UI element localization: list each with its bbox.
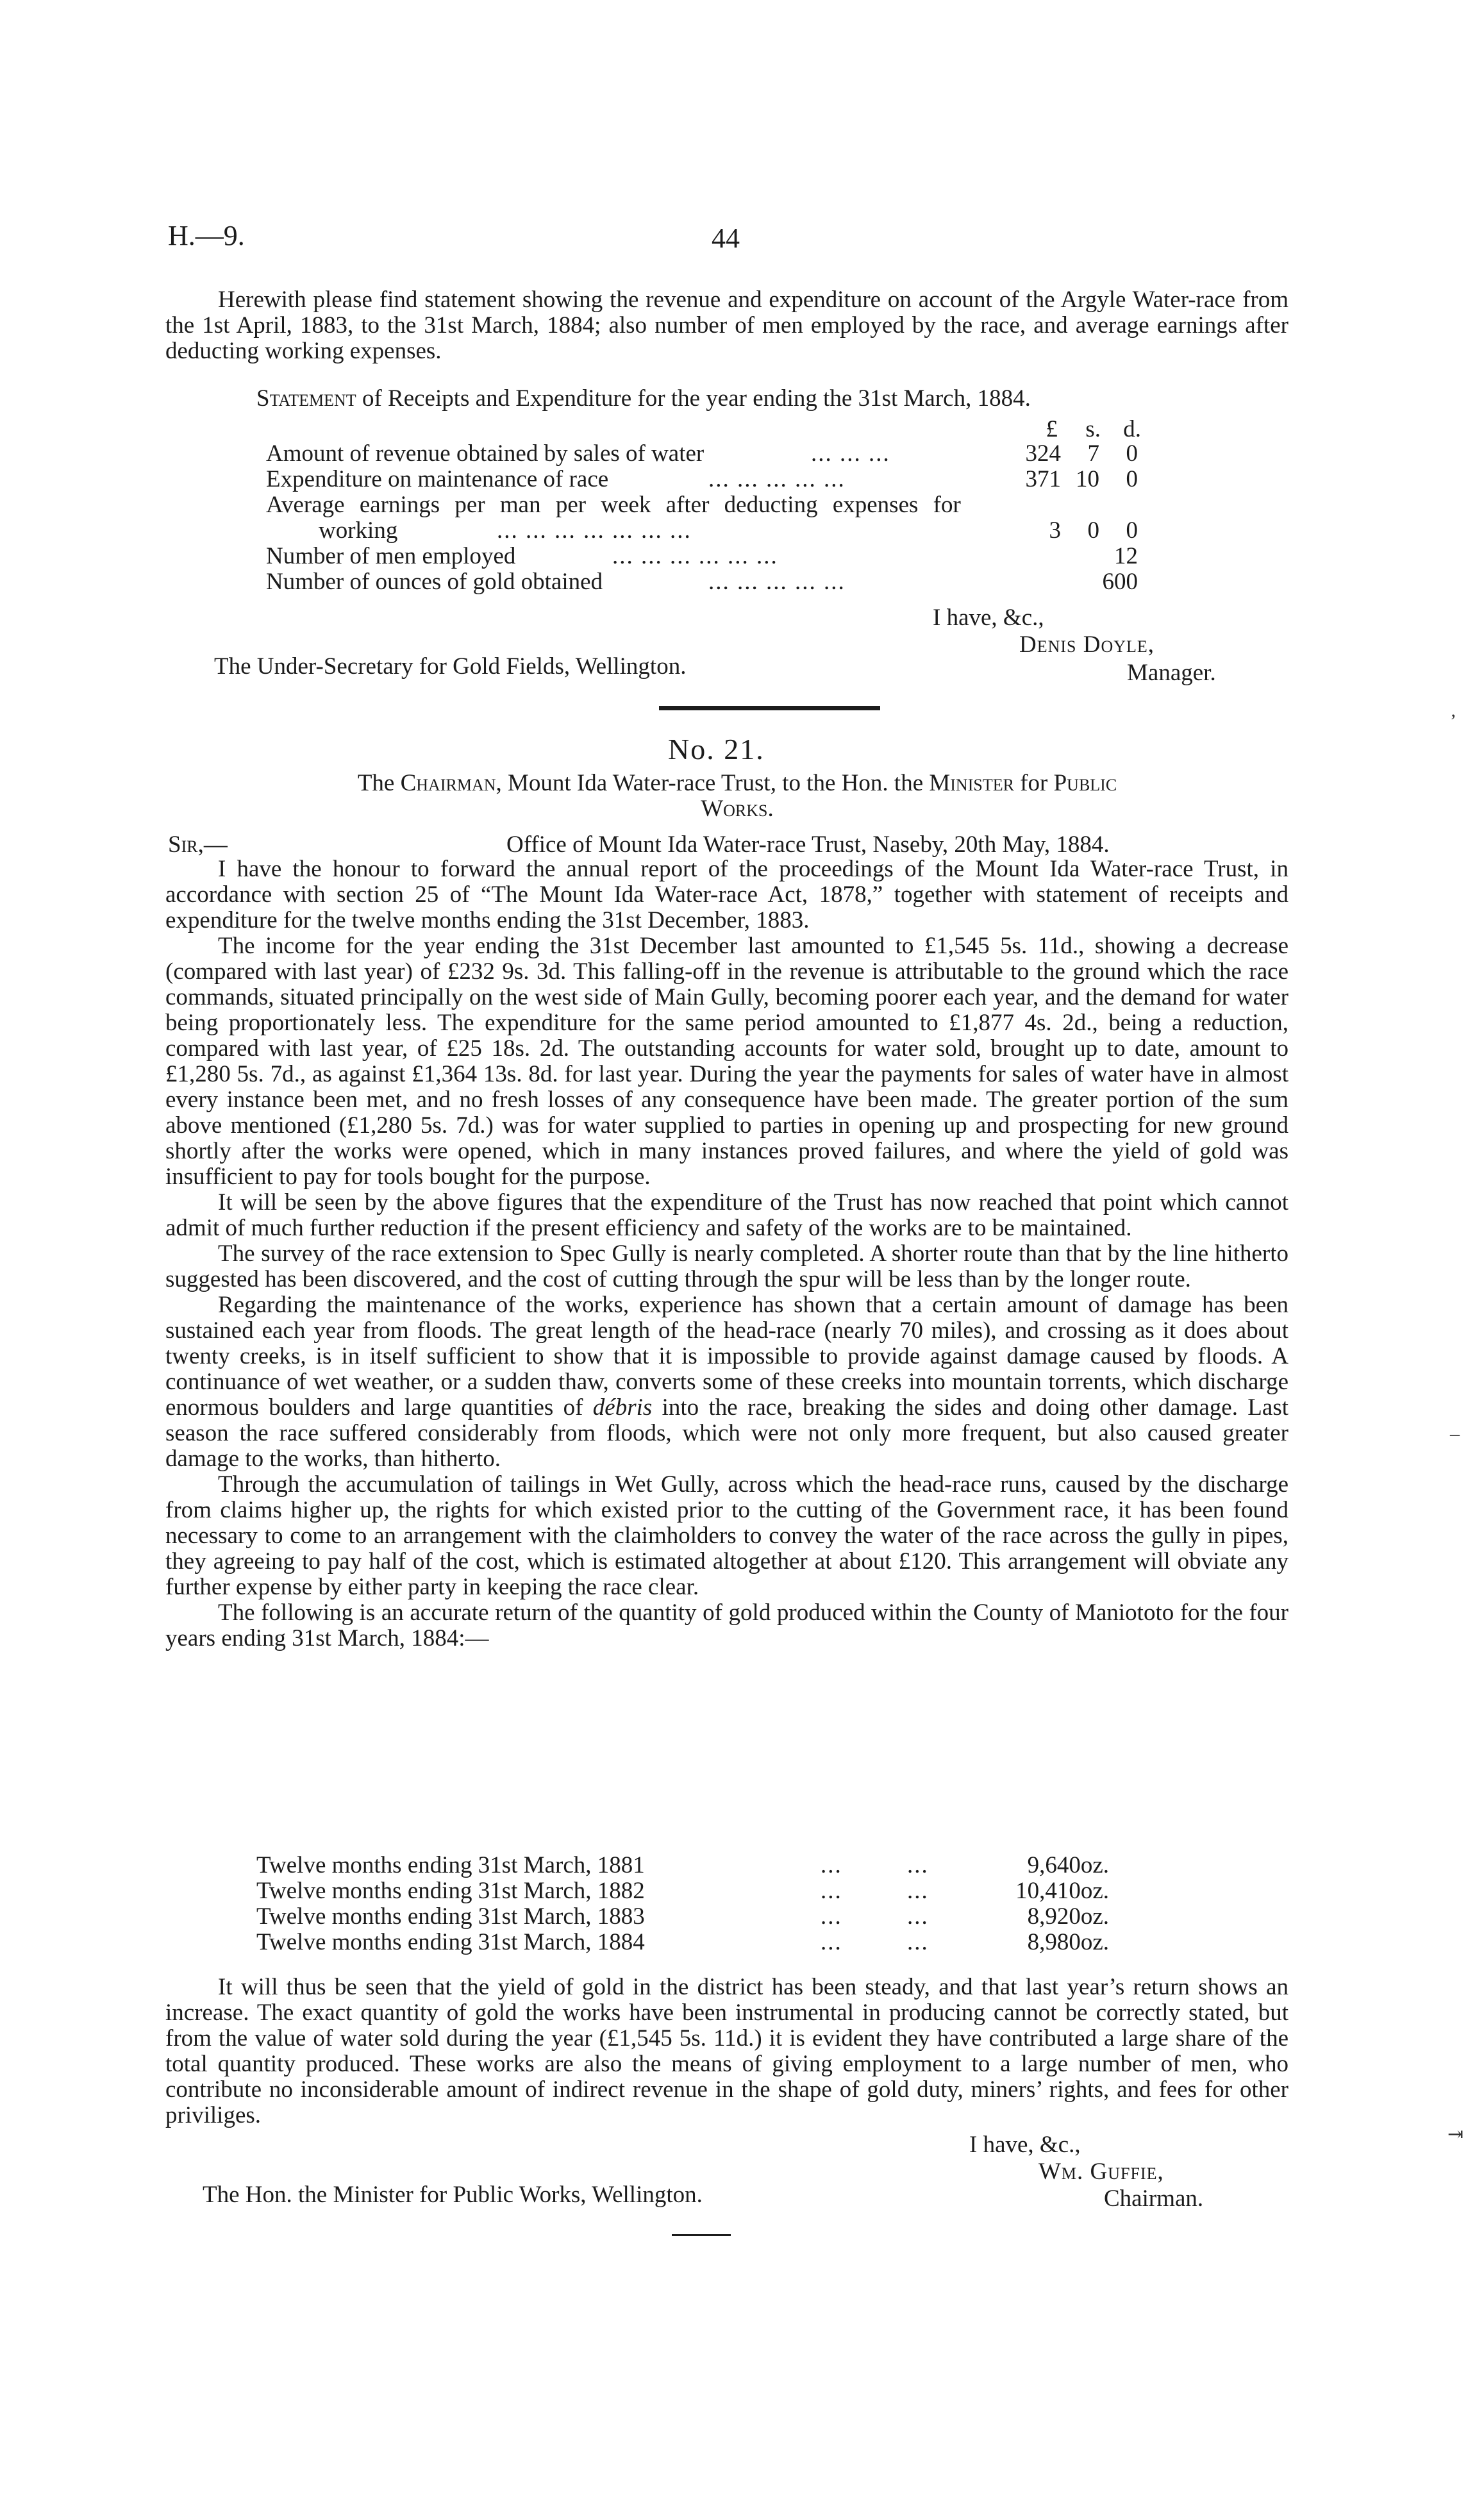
dateline: Office of Mount Ida Water-race Trust, Naseby, 20th May, 1884. bbox=[506, 831, 1110, 858]
gold-value: 10,410oz. bbox=[1015, 1878, 1109, 1904]
row-label: Expenditure on maintenance of race bbox=[266, 466, 609, 492]
row-label: Amount of revenue obtained by sales of water bbox=[266, 440, 704, 467]
col-pence-header: d. bbox=[1123, 416, 1141, 442]
letter-body bbox=[165, 856, 1288, 1651]
section-signature-title: Chairman. bbox=[1104, 2185, 1204, 2212]
row-dots: ... ... ... ... ... bbox=[708, 569, 846, 595]
statement-row bbox=[266, 441, 1196, 467]
section-number: No. 21. bbox=[668, 733, 765, 765]
body-paragraph: The income for the year ending the 31st December last amounted to £1,545 5s. 11d., showing a decrease (compared with last year) of £232 9s. 3d. This falling-off in the revenue is attributable to the ground which the race commands, situated principally on the west side of Main Gully, becoming poorer each year, and the demand for water being proportionately less. The expenditure for the same period amounted to £1,877 4s. 2d., being a reduction, compared with last year, of £25 18s. 2d. The outstanding accounts for water sold, brought up to date, amount to £1,280 5s. 7d., as against £1,364 13s. 8d. for last year. During the year the payments for sales of water have in almost every instance been met, and no fresh losses of any consequence have been made. The greater portion of the sum above mentioned (£1,280 5s. 7d.) was for water supplied to parties in opening up and prospecting for new ground shortly after the works were opened, which in many instances proved failures, and where the yield of gold was insufficient to pay for tools bought for the purpose. bbox=[165, 933, 1288, 1190]
statement-title-text: of Receipts and Expenditure for the year ending the 31st March, 1884. bbox=[356, 385, 1031, 412]
gold-value: 8,920oz. bbox=[1027, 1903, 1109, 1930]
gold-label: Twelve months ending 31st March, 1884 bbox=[256, 1929, 645, 1955]
body-paragraph: Through the accumulation of tailings in Wet Gully, across which the head-race runs, caused by the discharge from claims higher up, the rights for which existed prior to the cutting of the Government race, it has been found necessary to come to an arrangement with the claimholders to convey the water of the race across the gully in pipes, they agreeing to pay half of the cost, which is estimated altogether at about £120. This arrangement will obviate any further expense by either party in keeping the race clear. bbox=[165, 1471, 1288, 1600]
statement-title bbox=[256, 385, 1031, 412]
gold-dots: ... ... bbox=[821, 1878, 929, 1904]
row-pence: 0 bbox=[1126, 517, 1138, 544]
row-label: working bbox=[319, 517, 398, 544]
statement-title-caps: Statement bbox=[256, 385, 356, 412]
statement-row bbox=[266, 544, 1196, 569]
scan-mark: ⇥ bbox=[1447, 2124, 1464, 2145]
heading-text: , Mount Ida Water-race Trust, to the Hon. the bbox=[496, 770, 930, 796]
gold-row bbox=[256, 1904, 1186, 1930]
row-shillings: 10 bbox=[1076, 466, 1099, 492]
intro-addressee: The Under-Secretary for Gold Fields, Wellington. bbox=[214, 653, 687, 680]
page-ref: H.—9. bbox=[168, 220, 245, 251]
row-pence: 0 bbox=[1126, 440, 1138, 467]
page-number: 44 bbox=[712, 222, 740, 254]
heading-text: for bbox=[1013, 770, 1054, 796]
statement-row bbox=[266, 518, 1196, 544]
statement-row bbox=[266, 467, 1196, 492]
debris-text: into the race, breaking the sides and doing other damage. Last season the race suffered considerably from floods, which were not only more frequent, but also caused greater damage to the works, than hitherto. bbox=[165, 1394, 1288, 1472]
gold-label: Twelve months ending 31st March, 1883 bbox=[256, 1903, 645, 1930]
end-rule bbox=[672, 2234, 731, 2236]
row-shillings: 7 bbox=[1087, 440, 1099, 467]
section-addressee: The Hon. the Minister for Public Works, Wellington. bbox=[203, 2182, 703, 2208]
row-pounds: 324 bbox=[1025, 440, 1061, 467]
intro-signature-title: Manager. bbox=[1127, 660, 1216, 686]
gold-label: Twelve months ending 31st March, 1882 bbox=[256, 1878, 645, 1904]
salutation: Sir,— bbox=[168, 831, 228, 858]
row-dots: ... ... ... ... ... ... bbox=[612, 543, 778, 569]
gold-dots: ... ... bbox=[821, 1903, 929, 1930]
row-shillings: 0 bbox=[1087, 517, 1099, 544]
col-shilling-header: s. bbox=[1085, 416, 1101, 442]
col-pound-header: £ bbox=[1046, 416, 1058, 442]
scan-mark: ’ bbox=[1450, 710, 1456, 731]
row-pounds: 371 bbox=[1025, 466, 1061, 492]
gold-dots: ... ... bbox=[821, 1852, 929, 1878]
heading-public: Public bbox=[1053, 770, 1117, 796]
body-paragraph: I have the honour to forward the annual report of the proceedings of the Mount Ida Water-race Trust, in accordance with section 25 of “The Mount Ida Water-race Act, 1878,” together with statement of receipts and expenditure for the twelve months ending the 31st December, 1883. bbox=[165, 856, 1288, 933]
gold-value: 9,640oz. bbox=[1027, 1852, 1109, 1878]
row-dots: ... ... ... bbox=[811, 440, 890, 467]
row-label: Number of ounces of gold obtained bbox=[266, 569, 603, 595]
heading-works: Works. bbox=[701, 796, 774, 822]
gold-row bbox=[256, 1930, 1186, 1955]
scan-mark: – bbox=[1450, 1423, 1460, 1444]
gold-row bbox=[256, 1878, 1186, 1904]
body-paragraph bbox=[165, 1292, 1288, 1472]
row-dots: ... ... ... ... ... bbox=[708, 466, 846, 492]
body-paragraph: The following is an accurate return of the quantity of gold produced within the County of Maniototo for the four years ending 31st March, 1884:— bbox=[165, 1600, 1288, 1651]
statement-row bbox=[266, 569, 1196, 595]
statement-row bbox=[266, 492, 1196, 518]
section-closing: I have, &c., bbox=[969, 2132, 1081, 2158]
heading-text: The bbox=[357, 770, 401, 796]
intro-signature-name: Denis Doyle, bbox=[1019, 631, 1155, 658]
row-pence: 0 bbox=[1126, 466, 1138, 492]
heading-chairman: Chairman bbox=[400, 770, 496, 796]
body-paragraph: The survey of the race extension to Spec Gully is nearly completed. A shorter route than that by the line hitherto suggested has been discovered, and the cost of cutting through the spur will be less than by the longer route. bbox=[165, 1240, 1288, 1292]
gold-label: Twelve months ending 31st March, 1881 bbox=[256, 1852, 645, 1878]
gold-value: 8,980oz. bbox=[1027, 1929, 1109, 1955]
intro-paragraph: Herewith please find statement showing the revenue and expenditure on account of the Argyle Water-race from the 1st April, 1883, to the 31st March, 1884; also number of men employed by the race, and average earnings after deducting working expenses. bbox=[165, 287, 1288, 364]
row-pence: 600 bbox=[1102, 569, 1138, 595]
debris-italic: débris bbox=[592, 1394, 653, 1421]
heading-minister: Minister bbox=[929, 770, 1014, 796]
section-divider bbox=[659, 706, 880, 710]
debris-text: Regarding the maintenance of the works, experience has shown that a certain amount of damage has been sustained each year from floods. The great length of the head-race (nearly 70 miles), and crossing as it does about twenty creeks, is in itself sufficient to show that it is impossible to provide against damage caused by floods. A continuance of wet weather, or a sudden thaw, converts some of these creeks into mountain torrents, which discharge enormous boulders and large quantities of bbox=[165, 1292, 1288, 1421]
intro-closing: I have, &c., bbox=[933, 605, 1044, 631]
section-heading bbox=[192, 771, 1282, 822]
row-dots: ... ... ... ... ... ... ... bbox=[497, 517, 692, 544]
gold-dots: ... ... bbox=[821, 1929, 929, 1955]
row-label: Average earnings per man per week after deducting expenses for bbox=[266, 492, 961, 518]
final-paragraph: It will thus be seen that the yield of gold in the district has been steady, and that last year’s return shows an increase. The exact quantity of gold the works have been instrumental in producing cannot be correctly stated, but from the value of water sold during the year (£1,545 5s. 11d.) it is evident they have contributed a large share of the total quantity produced. These works are also the means of giving employment to a large number of men, who contribute no inconsiderable amount of indirect revenue in the shape of gold duty, miners’ rights, and fees for other priviliges. bbox=[165, 1974, 1288, 2128]
row-pence: 12 bbox=[1114, 543, 1138, 569]
row-label: Number of men employed bbox=[266, 543, 516, 569]
section-signature-name: Wm. Guffie, bbox=[1038, 2159, 1164, 2185]
body-paragraph: It will be seen by the above figures that the expenditure of the Trust has now reached that point which cannot admit of much further reduction if the present efficiency and safety of the works are to be maintained. bbox=[165, 1189, 1288, 1241]
gold-table bbox=[256, 1853, 1186, 1962]
gold-row bbox=[256, 1853, 1186, 1878]
row-pounds: 3 bbox=[1049, 517, 1061, 544]
statement-table bbox=[266, 415, 1196, 601]
